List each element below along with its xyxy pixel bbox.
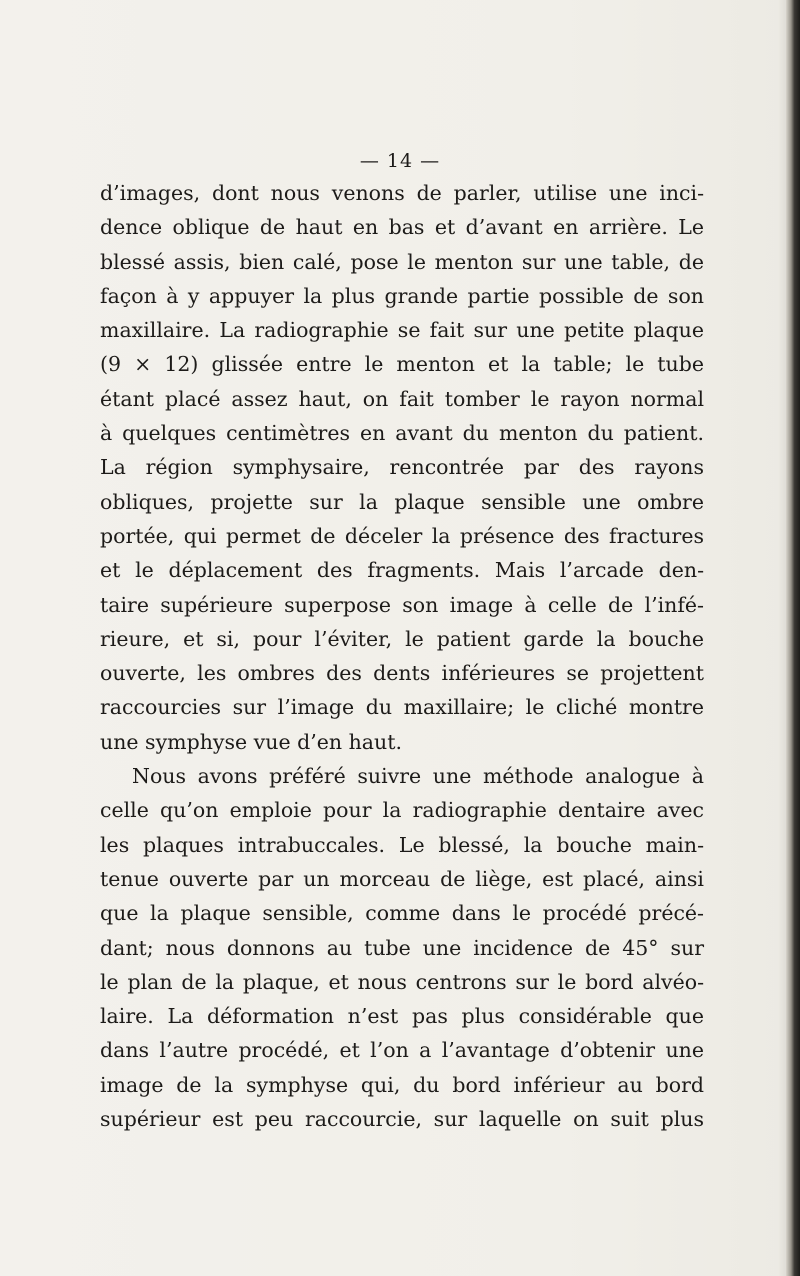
page-number: — 14 — (359, 150, 441, 172)
text-line: à quelques centimètres en avant du menton du patient. (100, 421, 704, 446)
text-line: façon à y appuyer la plus grande partie possible de son (100, 283, 704, 308)
text-line: dans l’autre procédé, et l’on a l’avantage d’obtenir une (100, 1038, 704, 1063)
text-line: étant placé assez haut, on fait tomber le rayon normal (100, 386, 704, 411)
text-line: supérieur est peu raccourcie, sur laquelle on suit plus (100, 1107, 704, 1132)
text-line: le plan de la plaque, et nous centrons sur le bord alvéo- (100, 969, 704, 994)
text-line: portée, qui permet de déceler la présence des fractures (100, 523, 704, 548)
text-line: taire supérieure superpose son image à celle de l’infé- (100, 592, 704, 617)
text-line: tenue ouverte par un morceau de liège, est placé, ainsi (100, 866, 704, 891)
text-line: laire. La déformation n’est pas plus considérable que (100, 1004, 704, 1029)
text-line: rieure, et si, pour l’éviter, le patient garde la bouche (100, 626, 704, 651)
text-line: d’images, dont nous venons de parler, utilise une inci- (100, 181, 704, 205)
text-line: La région symphysaire, rencontrée par des rayons (100, 455, 704, 480)
text-line: (9 × 12) glissée entre le menton et la table; le tube (100, 352, 704, 377)
text-line: image de la symphyse qui, du bord inférieur au bord (100, 1072, 704, 1097)
text-line: obliques, projette sur la plaque sensible une ombre (100, 489, 704, 514)
text-line: Nous avons préféré suivre une méthode analogue à (132, 764, 704, 789)
text-line: blessé assis, bien calé, pose le menton sur une table, de (100, 249, 704, 274)
text-line: les plaques intrabuccales. Le blessé, la bouche main- (100, 832, 704, 857)
text-line: raccourcies sur l’image du maxillaire; le cliché montre (100, 695, 704, 720)
binding-edge (786, 0, 800, 1276)
text-line: dence oblique de haut en bas et d’avant en arrière. Le (100, 215, 704, 240)
text-line: une symphyse vue d’en haut. (100, 729, 402, 754)
binding-shadow (778, 0, 786, 1276)
text-line: et le déplacement des fragments. Mais l’arcade den- (100, 558, 704, 583)
text-line: que la plaque sensible, comme dans le procédé précé- (100, 901, 704, 926)
text-line: ouverte, les ombres des dents inférieures se projettent (100, 661, 704, 686)
text-line: celle qu’on emploie pour la radiographie dentaire avec (100, 798, 704, 823)
text-line: dant; nous donnons au tube une incidence de 45° sur (100, 935, 704, 960)
body-text (100, 176, 704, 1136)
text-line: maxillaire. La radiographie se fait sur une petite plaque (100, 318, 704, 343)
